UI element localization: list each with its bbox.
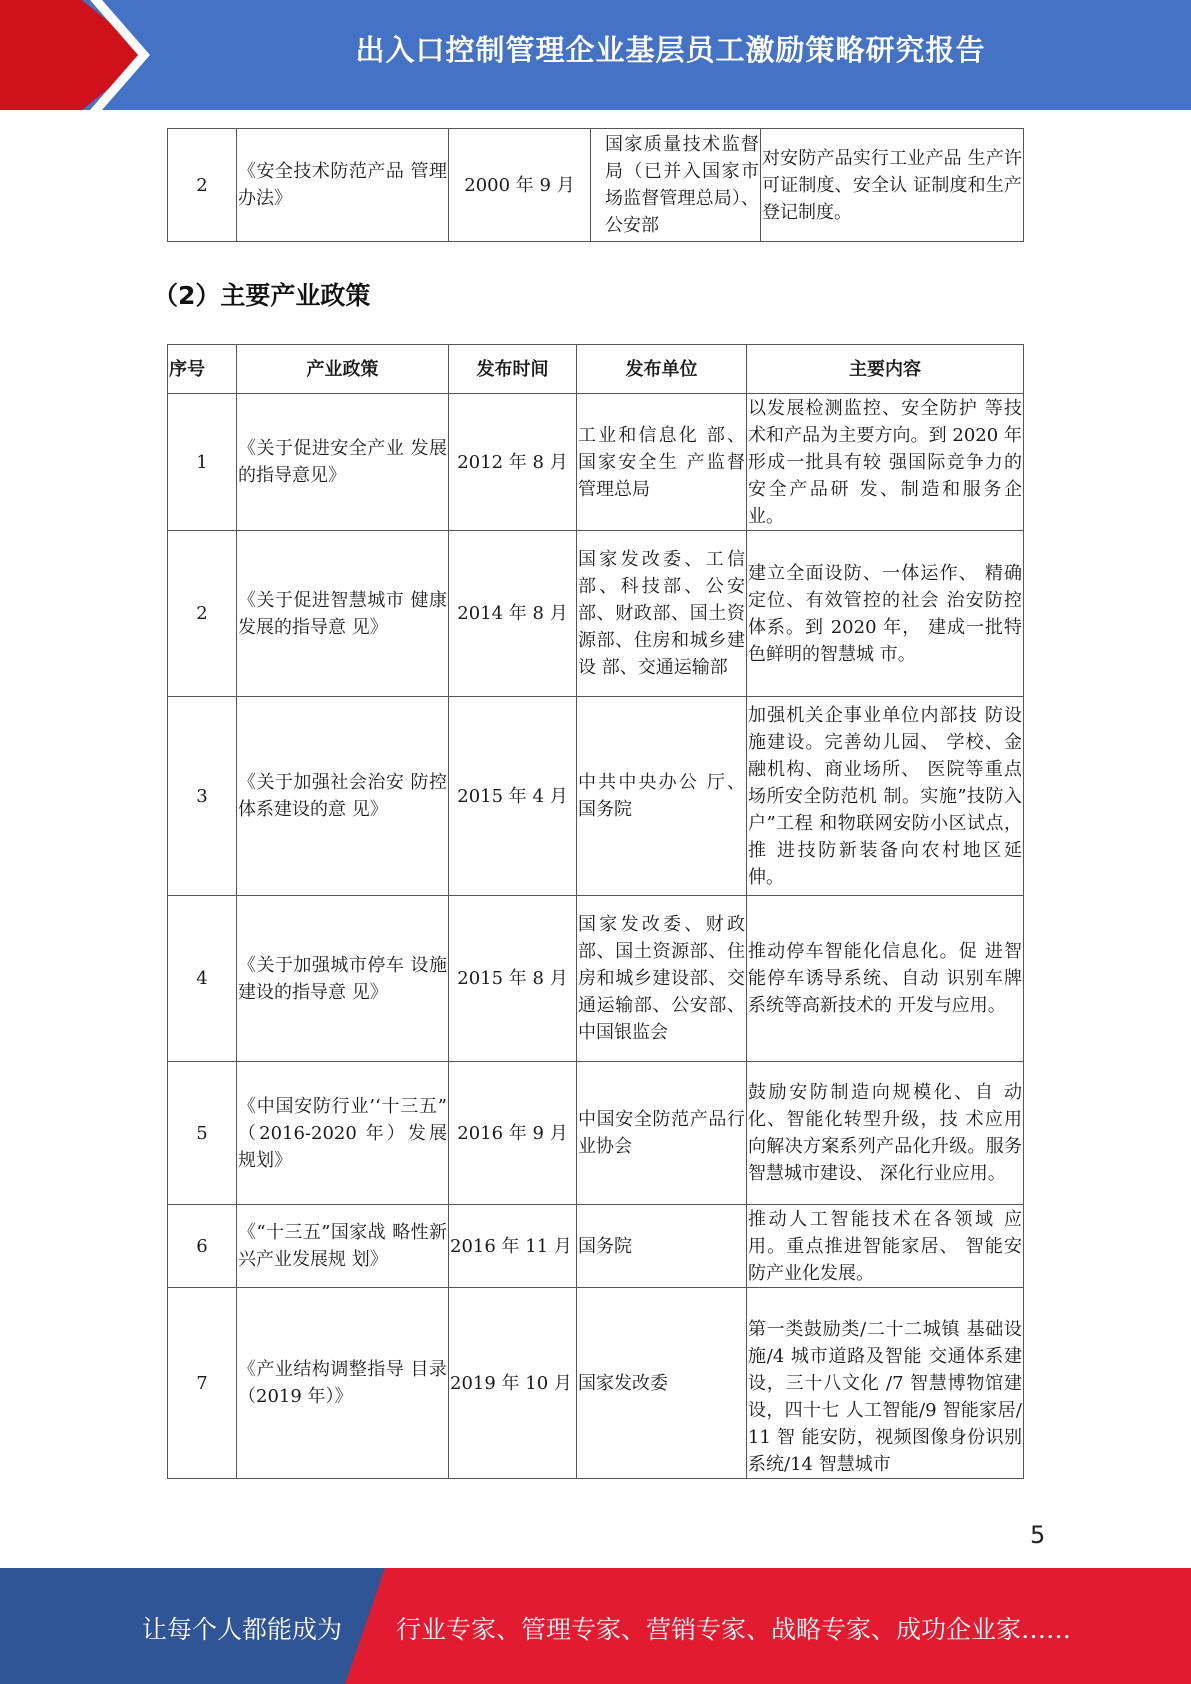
row-number: 2 (168, 531, 237, 697)
row-number: 7 (168, 1288, 237, 1479)
release-date: 2014 年 8 月 (449, 531, 577, 697)
issuer: 工业和信息化 部、国家安全生 产监督管理总局 (577, 394, 747, 531)
section-heading: （2）主要产业政策 (153, 281, 371, 310)
page-number: 5 (1030, 1521, 1046, 1549)
policy-name: 《关于促进安全产业 发展的指导意见》 (237, 394, 449, 531)
main-content: 建立全面设防、一体运作、 精确定位、有效管控的社会 治安防控体系。到 2020 年， 建成一批特色鲜明的智慧城 市。 (747, 531, 1024, 697)
column-header-content: 主要内容 (747, 345, 1024, 394)
policy-name: 《关于加强城市停车 设施建设的指导意 见》 (237, 896, 449, 1062)
table-header-row (168, 345, 1024, 394)
release-date: 2019 年 10 月 (449, 1288, 577, 1479)
policy-name: 《产业结构调整指导 目录（2019 年）》 (237, 1288, 449, 1479)
issuer: 中国安全防范产品行业协会 (577, 1062, 747, 1205)
policy-name: 《安全技术防范产品 管理办法》 (237, 129, 449, 242)
row-number: 3 (168, 697, 237, 896)
column-header-issuer: 发布单位 (577, 345, 747, 394)
policy-name: 《中国安防行业’‘十三五” （2016-2020 年）发展规划》 (237, 1062, 449, 1205)
main-content: 以发展检测监控、安全防护 等技术和产品为主要方向。到 2020 年形成一批具有较 强国际竞争力的安全产品研 发、制造和服务企业。 (747, 394, 1024, 531)
footer-slogan-left: 让每个人都能成为 (142, 1615, 343, 1644)
table-row (168, 1288, 1024, 1479)
column-header-policy: 产业政策 (237, 345, 449, 394)
main-content: 对安防产品实行工业产品 生产许可证制度、安全认 证制度和生产登记制度。 (761, 129, 1024, 242)
release-date: 2012 年 8 月 (449, 394, 577, 531)
row-number: 4 (168, 896, 237, 1062)
header-banner (0, 0, 1191, 110)
main-content: 推动人工智能技术在各领域 应用。重点推进智能家居、 智能安防产业化发展。 (747, 1205, 1024, 1288)
table-row (168, 1205, 1024, 1288)
issuer: 国家发改委、工信部、科技部、公安部、财政部、国土资源部、住房和城乡建设 部、交通运输部 (577, 531, 747, 697)
table-row (168, 896, 1024, 1062)
issuer: 国务院 (577, 1205, 747, 1288)
row-number: 1 (168, 394, 237, 531)
main-content: 推动停车智能化信息化。促 进智能停车诱导系统、自动 识别车牌系统等高新技术的 开发与应用。 (747, 896, 1024, 1062)
footer-banner (0, 1568, 1191, 1684)
row-number: 5 (168, 1062, 237, 1205)
issuer: 国家质量技术监督局（已并入国家市场监督管理总局）、公安部 (591, 129, 761, 242)
column-header-date: 发布时间 (449, 345, 577, 394)
table-row (168, 394, 1024, 531)
issuer: 国家发改委 (577, 1288, 747, 1479)
release-date: 2000 年 9 月 (449, 129, 591, 242)
release-date: 2015 年 4 月 (449, 697, 577, 896)
row-number: 6 (168, 1205, 237, 1288)
document-title: 出入口控制管理企业基层员工激励策略研究报告 (355, 33, 986, 67)
header-red-arrow-shape (0, 0, 150, 110)
table-row (168, 697, 1024, 896)
table-row (168, 531, 1024, 697)
column-header-no: 序号 (168, 345, 237, 394)
issuer: 国家发改委、财政部、国土资源部、住房和城乡建设部、交通运输部、公安部、中国银监会 (577, 896, 747, 1062)
release-date: 2015 年 8 月 (449, 896, 577, 1062)
policy-table-continued (167, 128, 1024, 242)
release-date: 2016 年 9 月 (449, 1062, 577, 1205)
main-content: 第一类鼓励类/二十二城镇 基础设施/4 城市道路及智能 交通体系建设，三十八文化 /7 智慧博物馆建设，四十七 人工智能/9 智能家居/11 智 能安防，视频图像身份识别 系统/14 智慧城市 (747, 1288, 1024, 1479)
industry-policy-table (167, 344, 1024, 1479)
policy-name: 《“十三五”国家战 略性新兴产业发展规 划》 (237, 1205, 449, 1288)
table-row (168, 129, 1024, 242)
release-date: 2016 年 11 月 (449, 1205, 577, 1288)
table-row (168, 1062, 1024, 1205)
main-content: 加强机关企事业单位内部技 防设施建设。完善幼儿园、 学校、金融机构、商业场所、 医院等重点场所安全防范机 制。实施”技防入户”工程 和物联网安防小区试点，推 进技防新装备向农村地区延 伸。 (747, 697, 1024, 896)
main-content: 鼓励安防制造向规模化、自 动化、智能化转型升级，技 术应用向解决方案系列产品化升级。服务智慧城市建设、 深化行业应用。 (747, 1062, 1024, 1205)
footer-slogan-right: 行业专家、管理专家、营销专家、战略专家、成功企业家…… (396, 1615, 1072, 1644)
policy-name: 《关于加强社会治安 防控体系建设的意 见》 (237, 697, 449, 896)
issuer: 中共中央办公 厅、国务院 (577, 697, 747, 896)
policy-name: 《关于促进智慧城市 健康发展的指导意 见》 (237, 531, 449, 697)
row-number: 2 (168, 129, 237, 242)
